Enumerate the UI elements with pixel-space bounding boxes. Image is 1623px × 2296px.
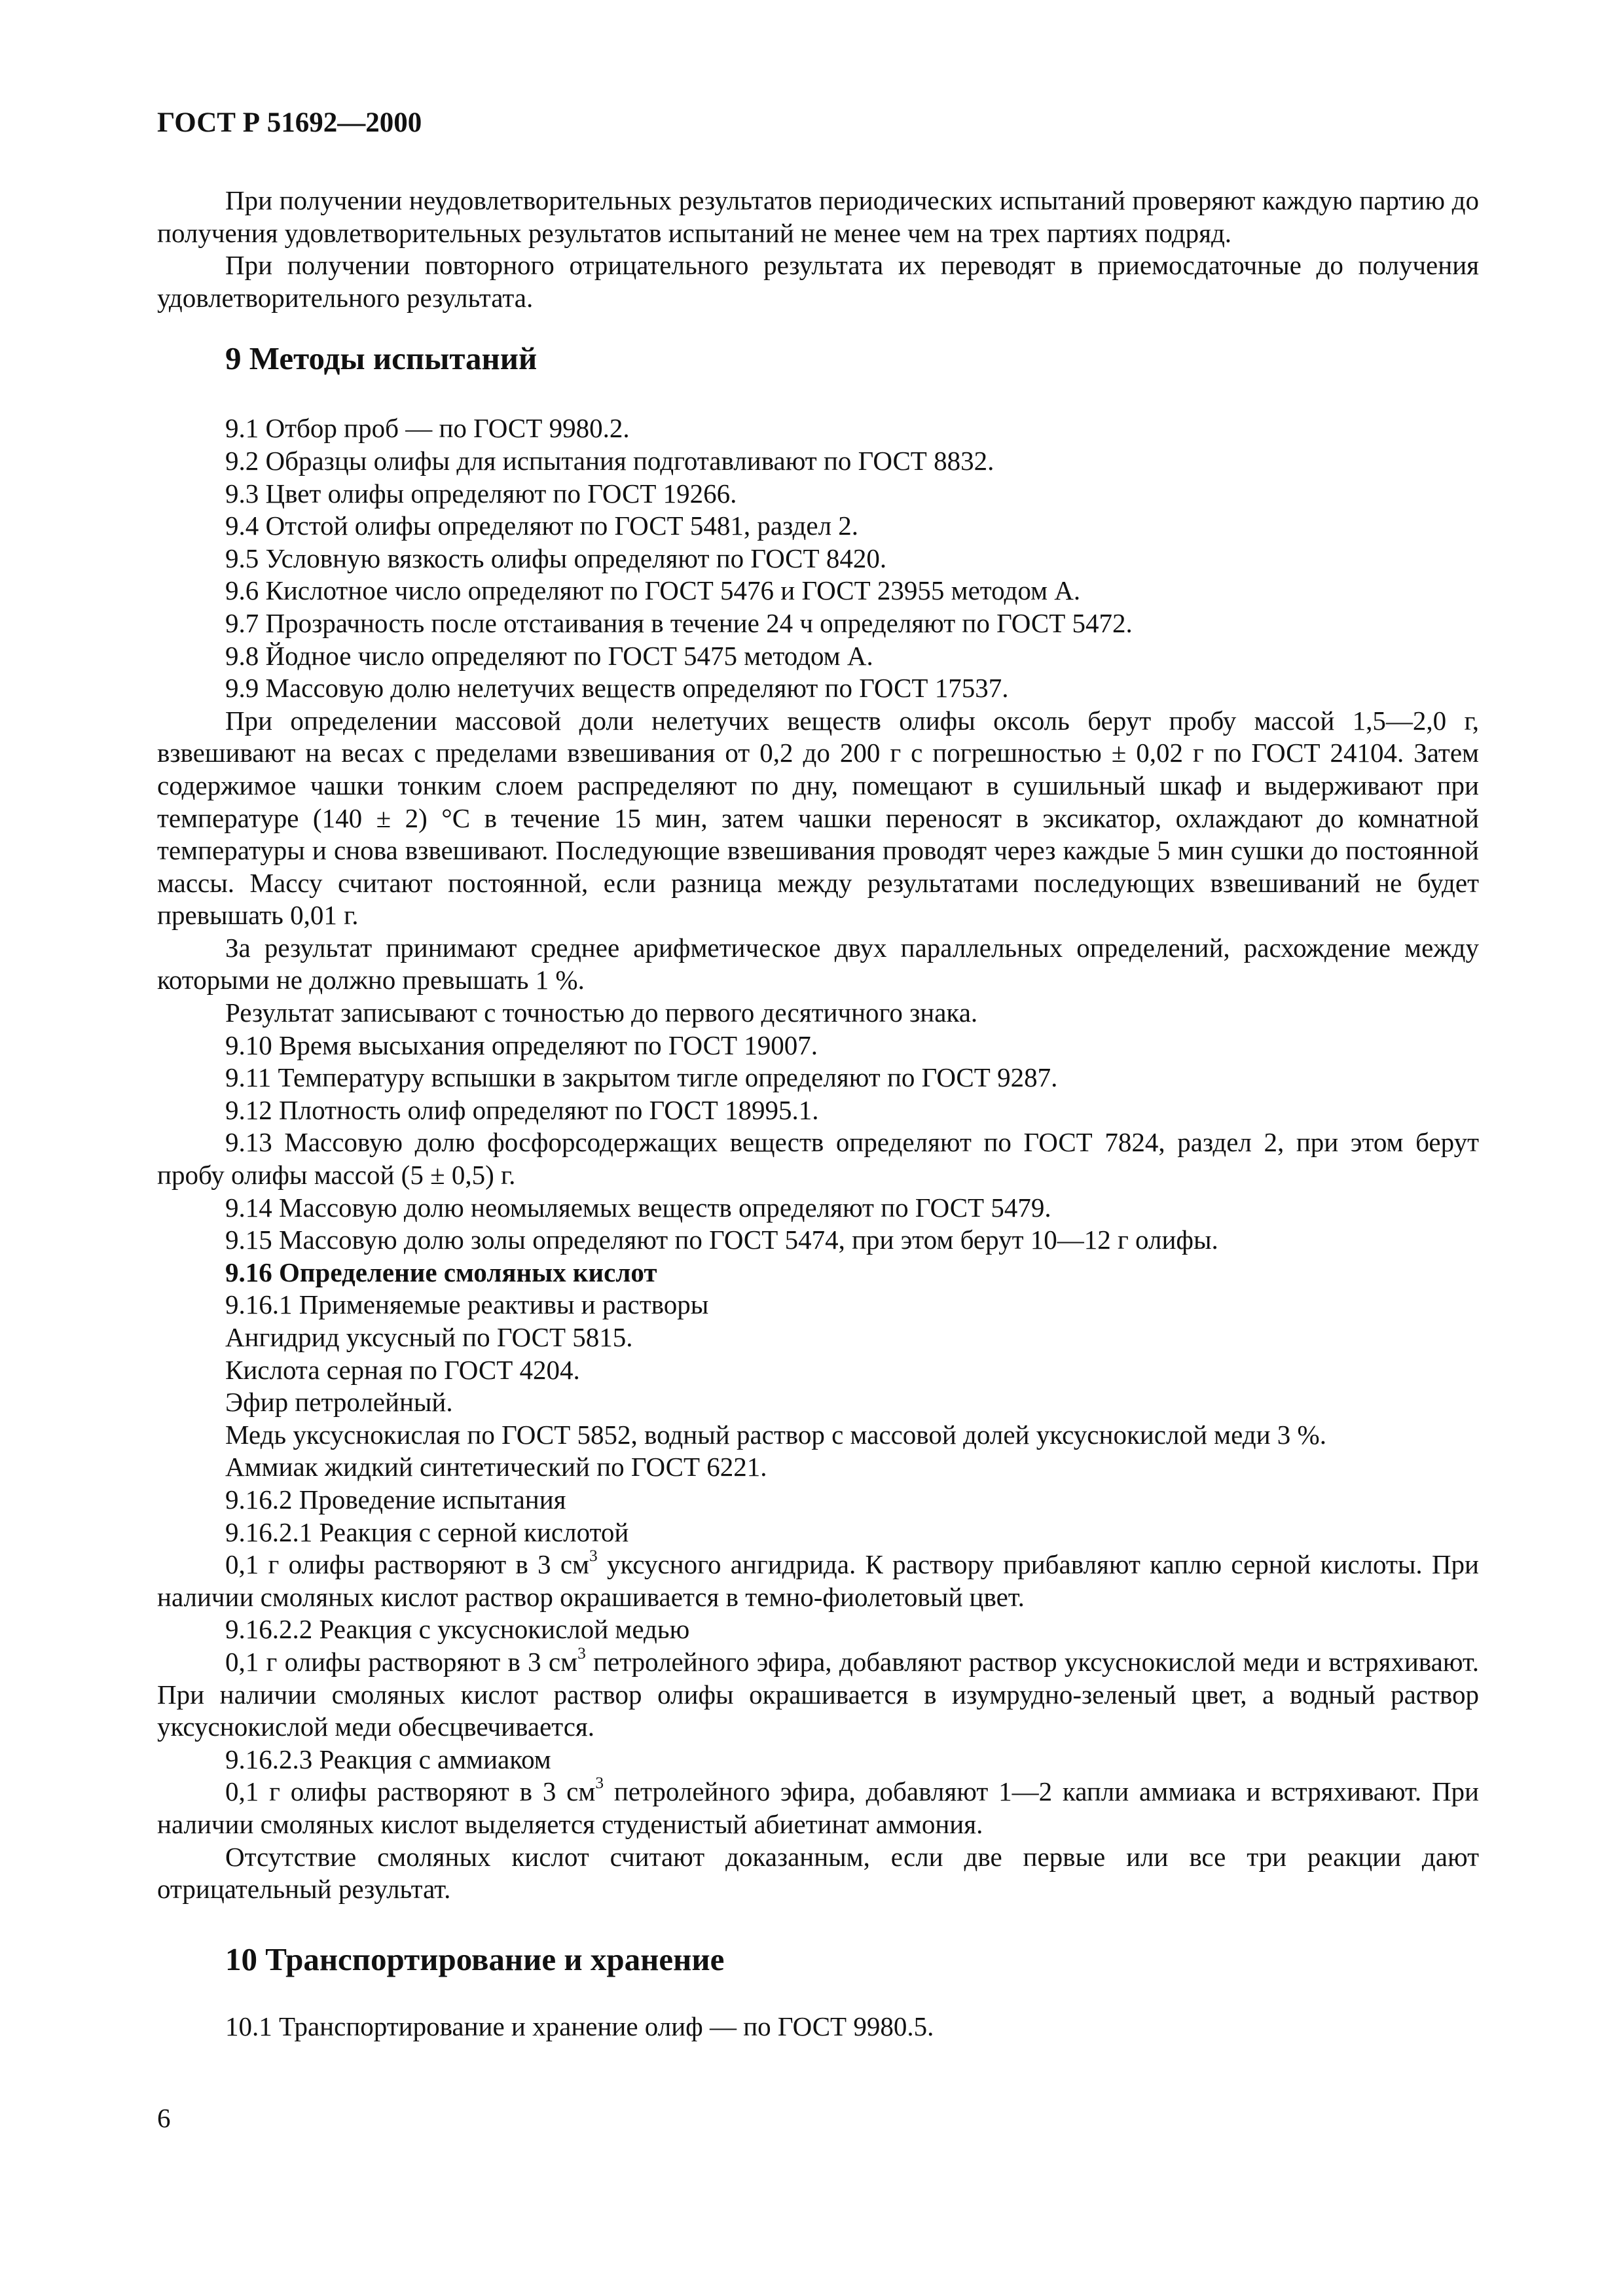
result-paragraph: За результат принимают среднее арифметическое двух параллельных определений, расхождение между которыми не должно превышать 1 %. (157, 932, 1479, 996)
reaction-2-superscript: 3 (577, 1643, 586, 1662)
reagent-sulfuric-acid: Кислота серная по ГОСТ 4204. (225, 1354, 580, 1385)
reaction-2-text-end: петролейного эфира, добавляют раствор уксуснокислой меди и встряхивают. При наличии смоляных кислот раствор олифы окрашивается в изумрудно-зеленый цвет, а водный раствор уксуснокислой меди обесцвечивается. (157, 1646, 1479, 1742)
clause-9-14: 9.14 Массовую долю неомыляемых веществ определяют по ГОСТ 5479. (225, 1192, 1051, 1223)
clause-9-8: 9.8 Йодное число определяют по ГОСТ 5475 методом А. (225, 640, 873, 671)
clause-9-2: 9.2 Образцы олифы для испытания подготавливают по ГОСТ 8832. (225, 445, 994, 476)
reaction-1-text-start: 0,1 г олифы растворяют в 3 см (225, 1549, 589, 1580)
reaction-2-paragraph (157, 1643, 1479, 1744)
page-number: 6 (157, 2103, 171, 2133)
reaction-1-text-end: уксусного ангидрида. К раствору прибавляют каплю серной кислоты. При наличии смоляных кислот раствор окрашивается в темно-фиолетовый цвет. (157, 1549, 1479, 1612)
clause-9-7: 9.7 Прозрачность после отстаивания в течение 24 ч определяют по ГОСТ 5472. (225, 607, 1133, 638)
mass-fraction-paragraph: При определении массовой доли нелетучих веществ олифы оксоль берут пробу массой 1,5—2,0 г, взвешивают на весах с пределами взвешивания от 0,2 до 200 г с погрешностью ± 0,02 г по ГОСТ 24104. Затем содержимое чашки тонким слоем распределяют по дну, помещают в сушильный шкаф и выдерживают при температуре (140 ± 2) °С в течение 15 мин, затем чашки переносят в эксикатор, охлаждают до комнатной температуры и снова взвешивают. Последующие взвешивания проводят через каждые 5 мин сушки до постоянной массы. Массу считают постоянной, если разница между результатами последующих взвешиваний не будет превышать 0,01 г. (157, 705, 1479, 931)
section-10-title: 10 Транспортирование и хранение (225, 1941, 725, 1977)
clause-9-1: 9.1 Отбор проб — по ГОСТ 9980.2. (225, 413, 630, 444)
reagent-petroleum-ether: Эфир петролейный. (225, 1387, 453, 1418)
reagent-acetic-anhydride: Ангидрид уксусный по ГОСТ 5815. (225, 1322, 633, 1352)
clause-10-1: 10.1 Транспортирование и хранение олиф — по ГОСТ 9980.5. (225, 2011, 934, 2041)
clause-9-16-1: 9.16.1 Применяемые реактивы и растворы (225, 1289, 709, 1320)
clause-9-6: 9.6 Кислотное число определяют по ГОСТ 5476 и ГОСТ 23955 методом А. (225, 575, 1081, 606)
reaction-3-text-end: петролейного эфира, добавляют 1—2 капли аммиака и встряхивают. При наличии смоляных кислот выделяется студенистый абиетинат аммония. (157, 1776, 1479, 1839)
reaction-3-paragraph (157, 1776, 1479, 1840)
clause-9-9: 9.9 Массовую долю нелетучих веществ определяют по ГОСТ 17537. (225, 673, 1009, 704)
reaction-3-text-start: 0,1 г олифы растворяют в 3 см (225, 1776, 596, 1807)
intro-paragraph-2: При получении повторного отрицательного результата их переводят в приемосдаточные до получения удовлетворительного результата. (157, 250, 1479, 313)
clause-9-16-2-2: 9.16.2.2 Реакция с уксуснокислой медью (225, 1614, 690, 1645)
reaction-1-paragraph (157, 1549, 1479, 1613)
reaction-3-superscript: 3 (595, 1774, 604, 1793)
reagent-ammonia: Аммиак жидкий синтетический по ГОСТ 6221. (225, 1452, 767, 1482)
clause-9-4: 9.4 Отстой олифы определяют по ГОСТ 5481, раздел 2. (225, 511, 859, 541)
clause-9-12: 9.12 Плотность олиф определяют по ГОСТ 18995.1. (225, 1094, 819, 1125)
clause-9-5: 9.5 Условную вязкость олифы определяют по ГОСТ 8420. (225, 543, 887, 573)
reagent-copper-acetate: Медь уксуснокислая по ГОСТ 5852, водный раствор с массовой долей уксуснокислой меди 3 %. (225, 1419, 1326, 1450)
clause-9-10: 9.10 Время высыхания определяют по ГОСТ 19007. (225, 1030, 818, 1060)
clause-9-3: 9.3 Цвет олифы определяют по ГОСТ 19266. (225, 478, 737, 509)
clause-9-16-2-3: 9.16.2.3 Реакция с аммиаком (225, 1744, 551, 1774)
clause-9-16-2: 9.16.2 Проведение испытания (225, 1484, 566, 1515)
reaction-2-text-start: 0,1 г олифы растворяют в 3 см (225, 1646, 578, 1677)
section-9-title: 9 Методы испытаний (225, 340, 538, 377)
clause-9-16-2-1: 9.16.2.1 Реакция с серной кислотой (225, 1516, 629, 1547)
clause-9-15: 9.15 Массовую долю золы определяют по ГОСТ 5474, при этом берут 10—12 г олифы. (225, 1225, 1218, 1255)
precision-paragraph: Результат записывают с точностью до первого десятичного знака. (225, 997, 978, 1028)
clause-9-16-title: 9.16 Определение смоляных кислот (225, 1257, 657, 1287)
clause-9-13: 9.13 Массовую долю фосфорсодержащих веществ определяют по ГОСТ 7824, раздел 2, при этом берут пробу олифы массой (5 ± 0,5) г. (157, 1127, 1479, 1191)
reaction-1-superscript: 3 (589, 1547, 598, 1566)
intro-paragraph-1: При получении неудовлетворительных результатов периодических испытаний проверяют каждую партию до получения удовлетворительных результатов испытаний не менее чем на трех партиях подряд. (157, 185, 1479, 248)
clause-9-11: 9.11 Температуру вспышки в закрытом тигле определяют по ГОСТ 9287. (225, 1062, 1058, 1093)
document-header: ГОСТ Р 51692—2000 (157, 107, 422, 138)
conclusion-paragraph: Отсутствие смоляных кислот считают доказанным, если две первые или все три реакции дают отрицательный результат. (157, 1841, 1479, 1905)
